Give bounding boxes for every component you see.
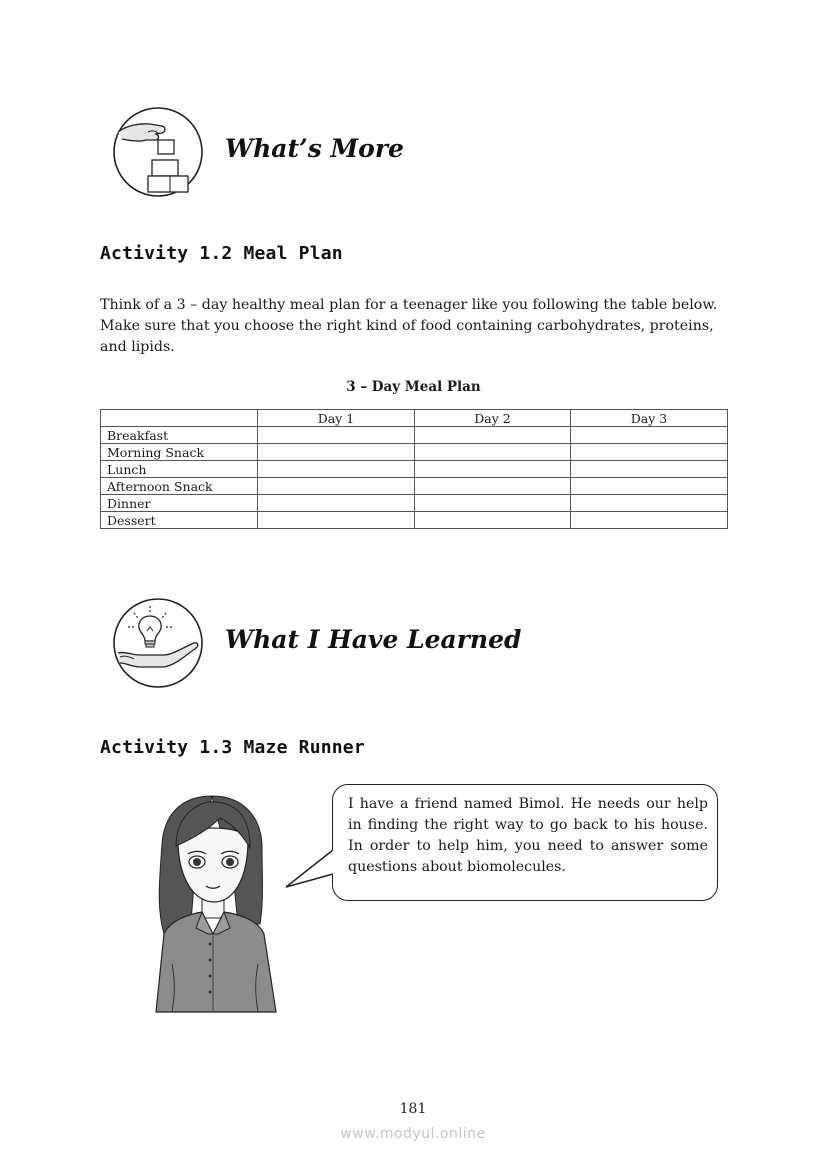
meal-label: Morning Snack xyxy=(101,444,258,461)
table-header-cell: Day 3 xyxy=(571,410,728,427)
day-3-cell[interactable] xyxy=(571,444,728,461)
day-2-cell[interactable] xyxy=(415,512,571,529)
table-row xyxy=(101,444,728,461)
activity-1-2-heading: Activity 1.2 Meal Plan xyxy=(100,243,343,264)
activity-1-3-heading: Activity 1.3 Maze Runner xyxy=(100,737,365,758)
day-2-cell[interactable] xyxy=(415,495,571,512)
page-number: 181 xyxy=(399,1101,427,1117)
day-2-cell[interactable] xyxy=(415,444,571,461)
day-1-cell[interactable] xyxy=(258,512,415,529)
meal-label: Dessert xyxy=(101,512,258,529)
meal-label: Dinner xyxy=(101,495,258,512)
table-row xyxy=(101,512,728,529)
day-3-cell[interactable] xyxy=(571,512,728,529)
day-2-cell[interactable] xyxy=(415,427,571,444)
meal-label: Lunch xyxy=(101,461,258,478)
speech-bubble-tail xyxy=(284,848,336,890)
speech-bubble-text: I have a friend named Bimol. He needs our help in finding the right way to go back to his house. In order to help him, you need to answer some questions about biomolecules. xyxy=(348,796,708,875)
meal-plan-table xyxy=(100,409,728,529)
table-header-row xyxy=(101,410,728,427)
whats-more-title: What’s More xyxy=(225,134,404,163)
table-header-cell: Day 2 xyxy=(415,410,571,427)
day-1-cell[interactable] xyxy=(258,427,415,444)
meal-label: Afternoon Snack xyxy=(101,478,258,495)
table-row xyxy=(101,427,728,444)
table-row xyxy=(101,478,728,495)
day-3-cell[interactable] xyxy=(571,495,728,512)
meal-plan-table-title: 3 – Day Meal Plan xyxy=(346,379,481,395)
day-3-cell[interactable] xyxy=(571,427,728,444)
day-2-cell[interactable] xyxy=(415,478,571,495)
table-row xyxy=(101,495,728,512)
day-1-cell[interactable] xyxy=(258,461,415,478)
day-1-cell[interactable] xyxy=(258,444,415,461)
day-1-cell[interactable] xyxy=(258,478,415,495)
table-header-cell: Day 1 xyxy=(258,410,415,427)
meal-plan-instructions: Think of a 3 – day healthy meal plan for a teenager like you following the table below. Make sure that you choose the right kind of food containing carbohydrates, proteins, and lipids. xyxy=(100,297,718,355)
girl-illustration xyxy=(150,794,290,1014)
table-header-cell xyxy=(101,410,258,427)
day-3-cell[interactable] xyxy=(571,478,728,495)
day-1-cell[interactable] xyxy=(258,495,415,512)
what-i-have-learned-title: What I Have Learned xyxy=(225,625,522,654)
lightbulb-hand-icon xyxy=(112,597,204,689)
watermark: www.modyul.online xyxy=(340,1126,486,1142)
meal-label: Breakfast xyxy=(101,427,258,444)
day-2-cell[interactable] xyxy=(415,461,571,478)
table-row xyxy=(101,461,728,478)
stacking-blocks-icon xyxy=(112,106,204,198)
day-3-cell[interactable] xyxy=(571,461,728,478)
